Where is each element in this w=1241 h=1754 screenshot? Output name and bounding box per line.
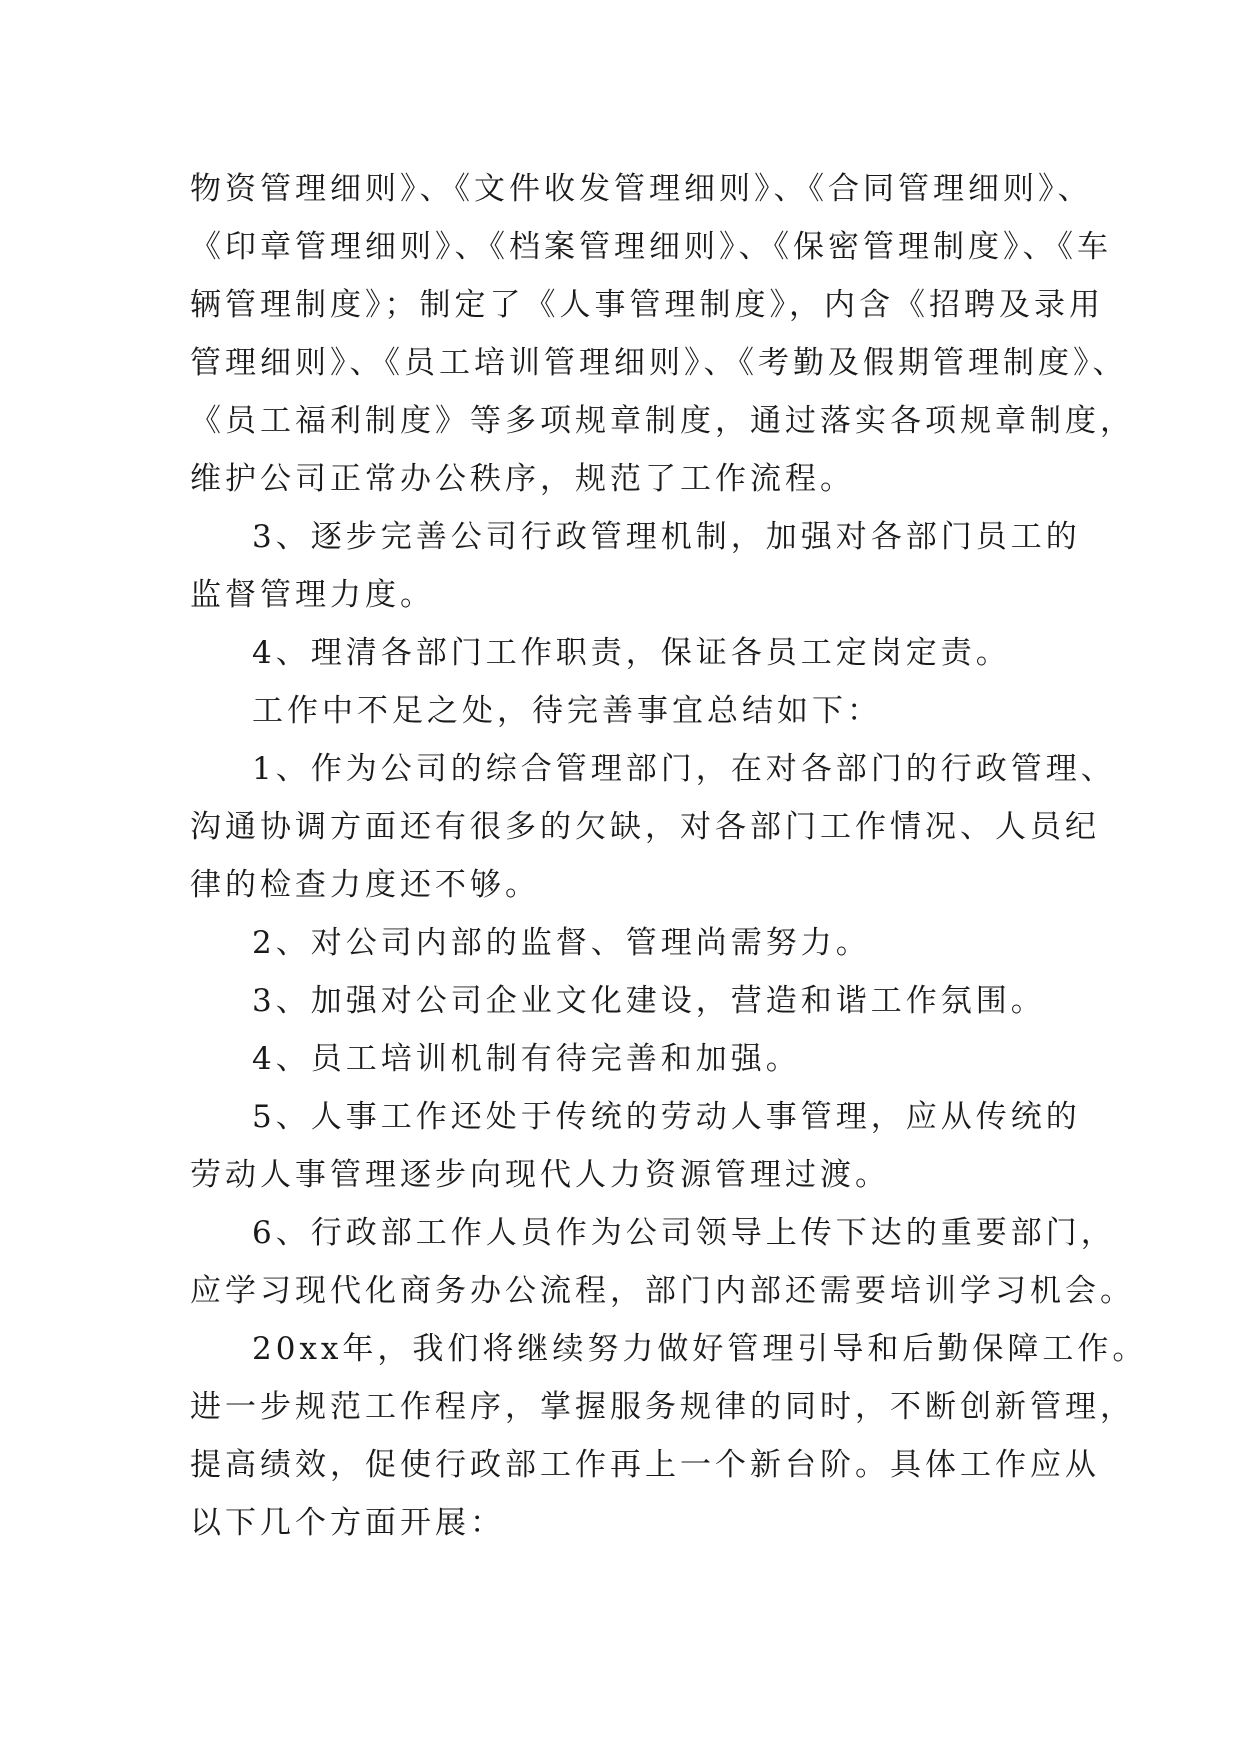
- paragraph-start-line: 4、理清各部门工作职责，保证各员工定岗定责。: [252, 635, 1011, 671]
- text-line: 辆管理制度》；制定了《人事管理制度》，内含《招聘及录用: [190, 287, 1104, 323]
- text-line: 律的检查力度还不够。: [190, 867, 540, 903]
- paragraph-start-line: 3、逐步完善公司行政管理机制，加强对各部门员工的: [252, 519, 1081, 555]
- paragraph-start-line: 工作中不足之处，待完善事宜总结如下：: [252, 693, 882, 729]
- text-line: 物资管理细则》、《文件收发管理细则》、《合同管理细则》、: [190, 171, 1093, 207]
- paragraph-start-line: 6、行政部工作人员作为公司领导上传下达的重要部门，: [252, 1215, 1116, 1251]
- text-line: 劳动人事管理逐步向现代人力资源管理过渡。: [190, 1157, 890, 1193]
- text-line: 应学习现代化商务办公流程，部门内部还需要培训学习机会。: [190, 1273, 1135, 1309]
- document-body: [190, 160, 1148, 1552]
- paragraph-start-line: 4、员工培训机制有待完善和加强。: [252, 1041, 801, 1077]
- text-line: 《员工福利制度》等多项规章制度，通过落实各项规章制度，: [190, 403, 1135, 439]
- paragraph-start-line: 2、对公司内部的监督、管理尚需努力。: [252, 925, 871, 961]
- text-line: 《印章管理细则》、《档案管理细则》、《保密管理制度》、《车: [190, 229, 1112, 265]
- paragraph-start-line: 3、加强对公司企业文化建设，营造和谐工作氛围。: [252, 983, 1046, 1019]
- text-line: 维护公司正常办公秩序，规范了工作流程。: [190, 461, 855, 497]
- paragraph-start-line: 5、人事工作还处于传统的劳动人事管理，应从传统的: [252, 1099, 1081, 1135]
- paragraph-start-line: 1、作为公司的综合管理部门，在对各部门的行政管理、: [252, 751, 1116, 787]
- text-line: 进一步规范工作程序，掌握服务规律的同时，不断创新管理，: [190, 1389, 1135, 1425]
- text-line: 管理细则》、《员工培训管理细则》、《考勤及假期管理制度》、: [190, 345, 1128, 381]
- text-line: 监督管理力度。: [190, 577, 435, 613]
- text-line: 沟通协调方面还有很多的欠缺，对各部门工作情况、人员纪: [190, 809, 1100, 845]
- text-line: 以下几个方面开展：: [190, 1505, 505, 1541]
- text-line: 提高绩效，促使行政部工作再上一个新台阶。具体工作应从: [190, 1447, 1100, 1483]
- paragraph-start-line: 20xx年，我们将继续努力做好管理引导和后勤保障工作。: [252, 1331, 1148, 1367]
